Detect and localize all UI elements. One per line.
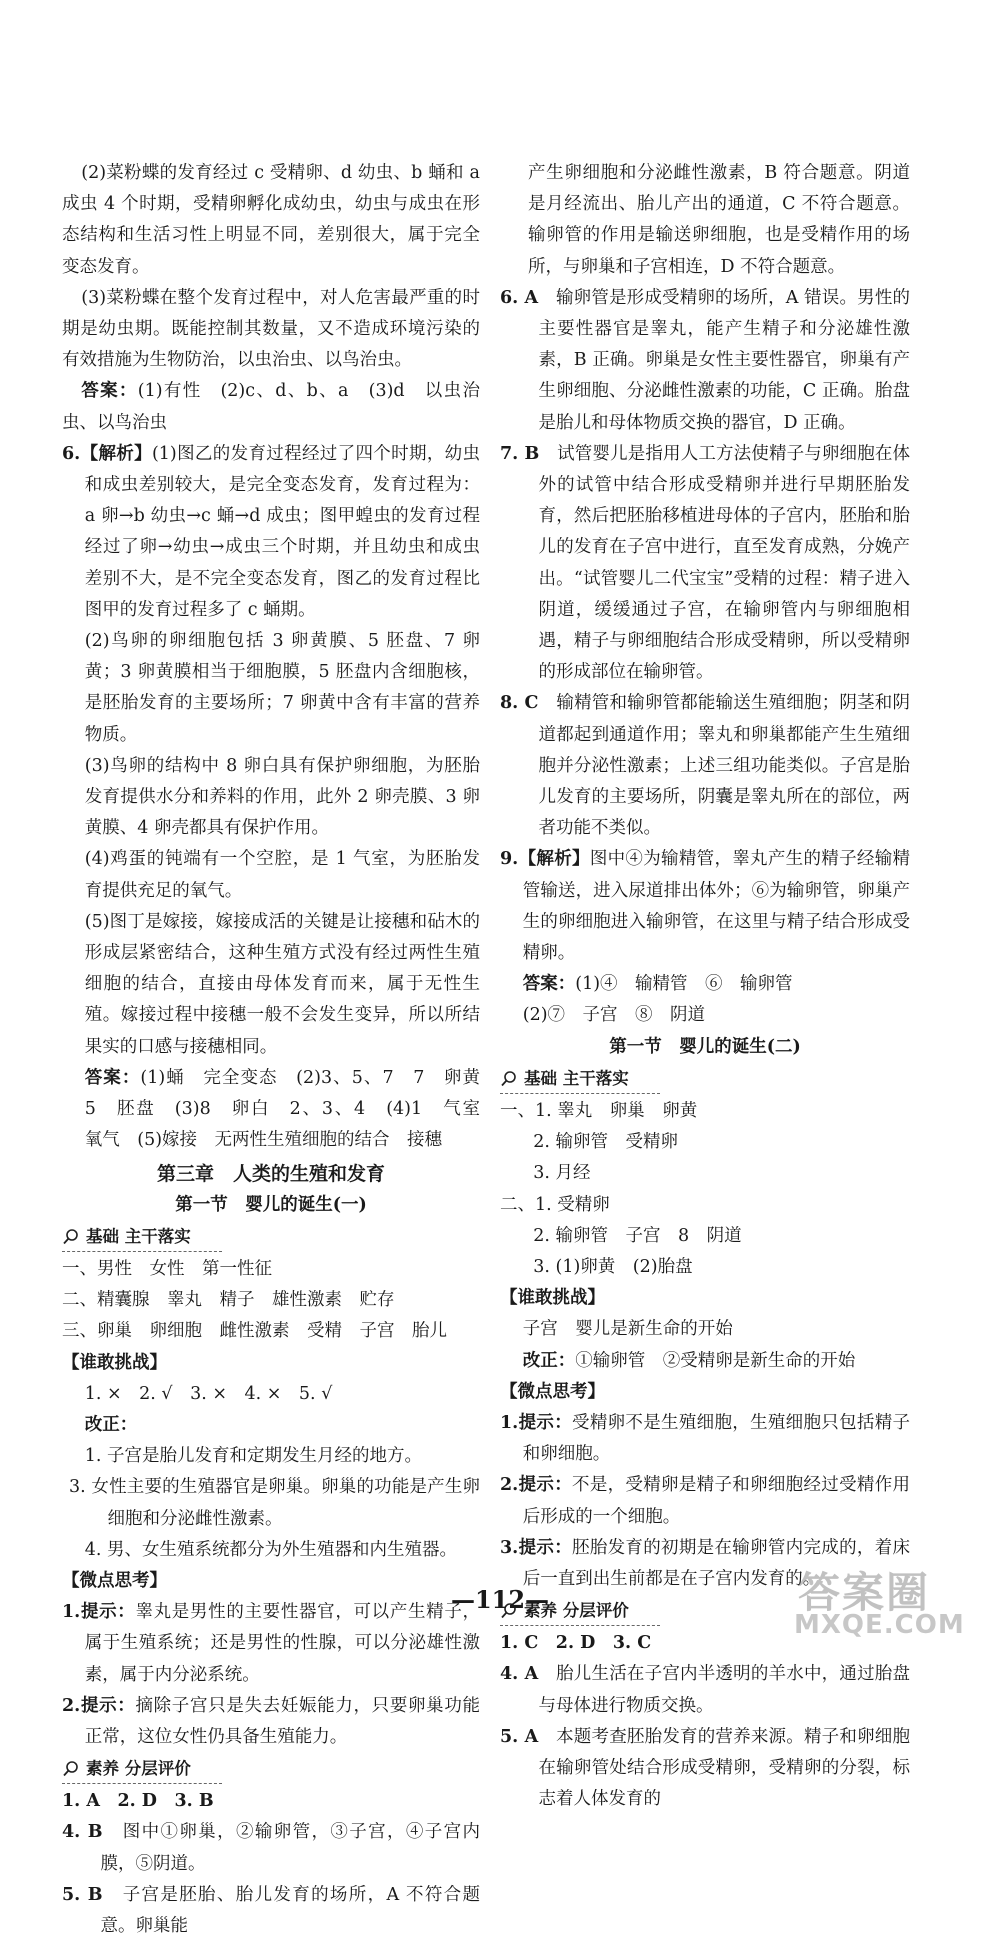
banner-label: 素养 分层评价 (86, 1759, 191, 1779)
explanation-text: 输卵管是形成受精卵的场所，A 错误。男性的主要性器官是睾丸，能产生精子和分泌雄性激素，B 正确。卵巢是女性主要性器官，卵巢有产生卵细胞、分泌雌性激素的功能，C 正确。胎盘是胎儿和母体物质交换的器官，D 正确。 (538, 287, 911, 433)
explanation-text: 产生卵细胞和分泌雌性激素，B 符合题意。阴道是月经流出、胎儿产出的通道，C 不符合题意。输卵管的作用是输送卵细胞，也是受精作用的场所，与卵巢和子宫相连，D 不符合题意。 (528, 163, 910, 277)
magnifier-icon (62, 1228, 80, 1246)
item-number: 6. A (500, 287, 539, 308)
watermark-line2: MXQE.COM (794, 1610, 965, 1640)
think-heading: 【微点思考】 (500, 1381, 605, 1402)
item-number: 2. (500, 1475, 519, 1496)
item-number: 4. A (500, 1664, 539, 1685)
item-number: 8. C (500, 693, 539, 714)
left-column (62, 158, 498, 1942)
correction-text: ①输卵管 ②受精卵是新生命的开始 (575, 1350, 856, 1371)
answer-line: 1. × 2. √ 3. × 4. × 5. √ (84, 1383, 333, 1404)
think-item (62, 1691, 480, 1753)
explanation-text: 输精管和输卵管都能输送生殖细胞；阴茎和阴道都起到通道作用；睾丸和卵巢都能产生生殖细胞并分泌性激素；上述三组功能类似。子宫是胎儿发育的主要场所，阴囊是睾丸所在的部位，两者功能不类似。 (538, 693, 911, 839)
section-banner (62, 1223, 222, 1252)
challenge-heading: 【谁敢挑战】 (62, 1352, 167, 1373)
question-item (500, 283, 910, 439)
answer-line: 三、卵巢 卵细胞 雌性激素 受精 子宫 胎儿 (62, 1321, 447, 1342)
answer-line: 二、1. 受精卵 (500, 1194, 610, 1215)
section-banner (62, 1755, 222, 1784)
section-title: 第一节 婴儿的诞生(二) (609, 1036, 801, 1057)
hint-label: 提示： (518, 1475, 573, 1496)
item-number: 1. (62, 1602, 81, 1623)
magnifier-icon (62, 1760, 80, 1778)
answer-line: 3. (1)卵黄 (2)胎盘 (533, 1256, 693, 1277)
item-number: 1. (500, 1412, 519, 1433)
answer-line: 1. C 2. D 3. C (500, 1633, 652, 1654)
answer-line: 一、男性 女性 第一性征 (62, 1258, 272, 1279)
correction-item: 4. 男、女生殖系统都分为外生殖器和内生殖器。 (84, 1539, 458, 1560)
hint-text: 胚胎发育的初期是在输卵管内完成的，着床后一直到出生前都是在子宫内发育的。 (522, 1537, 911, 1589)
item-number: 9. (500, 849, 519, 870)
answer-paragraph: (5)图丁是嫁接，嫁接成活的关键是让接穗和砧木的形成层紧密结合，这种生殖方式没有经过两性生殖细胞的结合，直接由母体发育而来，属于无性生殖。嫁接过程中接穗一般不会发生变异，所以所结果实的口感与接穗相同。 (84, 911, 480, 1057)
hint-label: 提示： (518, 1412, 573, 1433)
item-number: 2. (62, 1695, 81, 1716)
answer-label: 答案： (84, 1067, 141, 1088)
item-6-analysis (62, 439, 480, 626)
correction-item: 3. 女性主要的生殖器官是卵巢。卵巢的功能是产生卵细胞和分泌雌性激素。 (69, 1477, 480, 1529)
item-number: 5. A (500, 1726, 539, 1747)
explanation-text: 试管婴儿是指用人工方法使精子与卵细胞在体外的试管中结合形成受精卵并进行早期胚胎发育，然后把胚胎移植进母体的子宫内，胚胎和胎儿的发育在子宫中进行，直至发育成熟，分娩产出。“试管婴儿二代宝宝”受精的过程：精子进入阴道，缓缓通过子宫，在输卵管内与卵细胞相遇，精子与卵细胞结合形成受精卵，所以受精卵的形成部位在输卵管。 (538, 443, 911, 683)
answer-paragraph: (2)鸟卵的卵细胞包括 3 卵黄膜、5 胚盘、7 卵黄；3 卵黄膜相当于细胞膜，5 胚盘内含细胞核，是胚胎发育的主要场所；7 卵黄中含有丰富的营养物质。 (84, 631, 480, 745)
correction-label: 改正： (522, 1350, 576, 1371)
explanation-text: 图中①卵巢，②输卵管，③子宫，④子宫内膜，⑤阴道。 (100, 1822, 481, 1874)
answer-text: (1)有性 (2)c、d、b、a (3)d 以虫治虫、以鸟治虫 (62, 381, 480, 433)
watermark-logo (790, 1560, 1000, 1650)
answer-line (62, 1063, 498, 1157)
hint-text: 受精卵不是生殖细胞，生殖细胞只包括精子和卵细胞。 (522, 1412, 911, 1465)
answer-line: 二、精囊腺 睾丸 精子 雄性激素 贮存 (62, 1290, 395, 1311)
correction-line (500, 1346, 910, 1377)
question-item (500, 1722, 910, 1816)
analysis-text: (1)图乙的发育过程经过了四个时期，幼虫和成虫差别较大，是完全变态发育，发育过程为：a 卵→b 幼虫→c 蛹→d 成虫；图甲蝗虫的发育过程经过了卵→幼虫→成虫三个时期，并且幼虫和成虫差别不大，是不完全变态发育，图乙的发育过程比图甲的发育过程多了 c 蛹期。 (84, 443, 480, 620)
answer-line: 2. 输卵管 受精卵 (533, 1132, 679, 1153)
item-number: 4. B (62, 1822, 103, 1843)
watermark-line1: 答案圈 (798, 1568, 931, 1617)
explanation-text: 子宫是胚胎、胎儿发育的场所，A 不符合题意。卵巢能 (100, 1884, 481, 1936)
answer-paragraph: (4)鸡蛋的钝端有一个空腔，是 1 气室，为胚胎发育提供充足的氧气。 (84, 849, 481, 901)
think-item (500, 1408, 910, 1470)
answer-text: (1)④ 输精管 ⑥ 输卵管 (575, 974, 793, 995)
answer-label: 答案： (81, 381, 138, 402)
correction-heading: 改正： (84, 1414, 138, 1435)
hint-label: 提示： (80, 1602, 136, 1623)
hint-text: 摘除子宫只是失去妊娠能力，只要卵巢功能正常，这位女性仍具备生殖能力。 (84, 1695, 481, 1747)
answer-line (500, 969, 910, 1000)
question-item (62, 1817, 480, 1879)
hint-label: 提示： (518, 1537, 573, 1558)
item-number: 7. B (500, 443, 540, 464)
answer-paragraph: (3)鸟卵的结构中 8 卵白具有保护卵细胞，为胚胎发育提供水分和养料的作用，此外 2 卵壳膜、3 卵黄膜、4 卵壳都具有保护作用。 (84, 755, 480, 839)
answer-line: 2. 输卵管 子宫 8 阴道 (533, 1225, 742, 1246)
answer-line (62, 376, 480, 438)
banner-label: 基础 主干落实 (524, 1068, 629, 1088)
question-item (500, 1659, 910, 1721)
think-item (500, 1470, 910, 1532)
hint-text: 睾丸是男性的主要性器官，可以产生精子，属于生殖系统；还是男性的性腺，可以分泌雄性激素，属于内分泌系统。 (84, 1602, 481, 1685)
think-heading: 【微点思考】 (62, 1570, 167, 1591)
question-item (62, 1880, 480, 1942)
analysis-text: 图中④为输精管，睾丸产生的精子经输精管输送，进入尿道排出体外；⑥为输卵管，卵巢产生的卵细胞进入输卵管，在这里与精子结合形成受精卵。 (522, 849, 911, 964)
analysis-label: 【解析】 (80, 443, 152, 464)
hint-text: 不是，受精卵是精子和卵细胞经过受精作用后形成的一个细胞。 (522, 1475, 911, 1527)
answer-line: 1. A 2. D 3. B (62, 1791, 214, 1812)
answer-paragraph: (3)菜粉蝶在整个发育过程中，对人危害最严重的时期是幼虫期。既能控制其数量，又不造成环境污染的有效措施为生物防治，以虫治虫、以鸟治虫。 (62, 287, 480, 371)
question-item (500, 844, 910, 969)
answer-label: 答案： (522, 974, 576, 995)
answer-line: (2)⑦ 子宫 ⑧ 阴道 (522, 1005, 706, 1026)
magnifier-icon (500, 1070, 518, 1088)
banner-label: 素养 分层评价 (524, 1601, 629, 1621)
answer-line: 3. 月经 (533, 1163, 591, 1184)
answer-line: 子宫 婴儿是新生命的开始 (522, 1319, 733, 1340)
answer-paragraph: (2)菜粉蝶的发育经过 c 受精卵、d 幼虫、b 蛹和 a 成虫 4 个时期，受精卵孵化成幼虫，幼虫与成虫在形态结构和生活习性上明显不同，差别很大，属于完全变态发育。 (62, 163, 480, 277)
section-title: 第一节 婴儿的诞生(一) (175, 1194, 367, 1215)
item-number: 6. (62, 443, 81, 464)
item-number: 3. (500, 1537, 519, 1558)
item-number: 5. B (62, 1884, 103, 1905)
challenge-heading: 【谁敢挑战】 (500, 1288, 605, 1309)
hint-label: 提示： (80, 1695, 136, 1716)
section-banner (500, 1065, 660, 1094)
answer-line: 一、1. 睾丸 卵巢 卵黄 (500, 1100, 698, 1121)
answer-text: (1)蛹 完全变态 (2)3、5、7 7 卵黄 5 胚盘 (3)8 卵白 2、3、4 (4)1 气室 氧气 (5)嫁接 无两性生殖细胞的结合 接穗 (84, 1067, 498, 1151)
question-item (500, 688, 910, 844)
question-item (500, 439, 910, 689)
page-number: —112— (450, 1585, 550, 1614)
analysis-label: 【解析】 (518, 849, 590, 870)
banner-label: 基础 主干落实 (86, 1226, 191, 1246)
explanation-text: 胎儿生活在子宫内半透明的羊水中，通过胎盘与母体进行物质交换。 (538, 1664, 911, 1716)
correction-item: 1. 子宫是胎儿发育和定期发生月经的地方。 (84, 1446, 423, 1467)
explanation-text: 本题考查胚胎发育的营养来源。精子和卵细胞在输卵管处结合形成受精卵，受精卵的分裂，标志着人体发育的 (538, 1726, 911, 1810)
chapter-title: 第三章 人类的生殖和发育 (156, 1162, 385, 1185)
